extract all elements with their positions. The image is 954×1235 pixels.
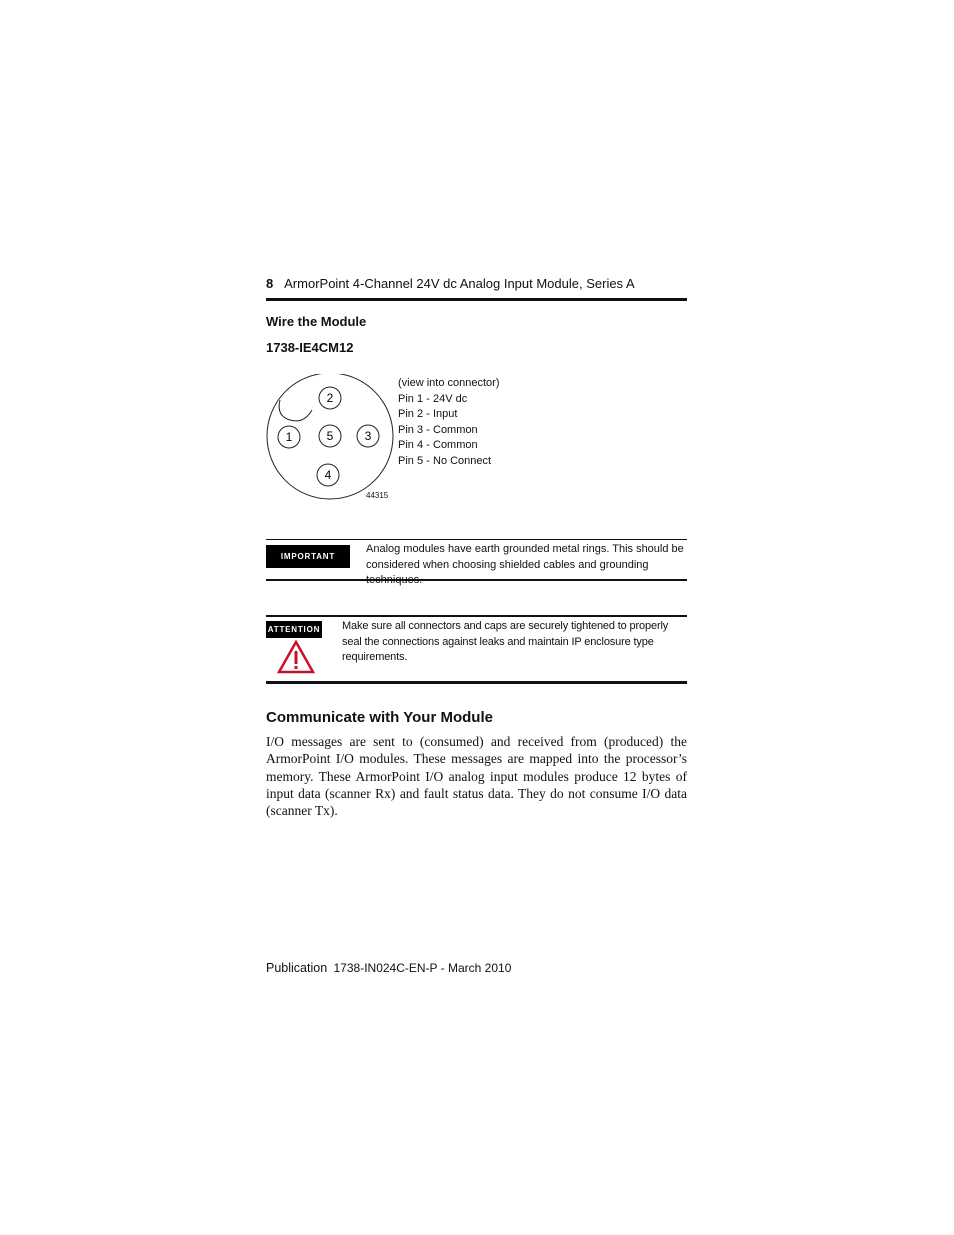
pin-1-label: 1 <box>285 430 293 444</box>
pin-label: Pin 5 - <box>398 454 430 467</box>
important-bottom-rule <box>266 579 687 581</box>
pin-3-label: 3 <box>364 429 372 443</box>
pinout-row <box>398 438 500 454</box>
pin-function: Common <box>433 439 478 452</box>
page-number: 8 <box>266 276 274 291</box>
attention-text: Make sure all connectors and caps are securely tightened to properly seal the connections against leaks and maintain IP enclosure type requirements. <box>342 620 669 664</box>
view-note: (view into connector) <box>398 377 500 389</box>
attention-tag: ATTENTION <box>266 621 322 638</box>
header-rule <box>266 298 687 301</box>
pin-label: Pin 1 - <box>398 392 430 405</box>
pinout-row <box>398 392 500 408</box>
pin-4-label: 4 <box>324 468 332 482</box>
pin-function: Input <box>433 408 458 421</box>
pinout-row <box>398 407 500 423</box>
figure-number: 44315 <box>366 491 389 500</box>
important-text: Analog modules have earth grounded metal rings. This should be considered when choosing shielded cables and grounding <box>366 543 684 571</box>
section-heading-communicate: Communicate with Your Module <box>266 709 493 726</box>
pin-label: Pin 4 - <box>398 439 430 452</box>
pin-label: Pin 3 - <box>398 423 430 436</box>
important-top-rule <box>266 539 687 540</box>
running-header <box>266 276 687 291</box>
connector-key <box>279 400 312 421</box>
publication-number: 1738-IN024C-EN-P - March 2010 <box>333 961 512 975</box>
attention-top-rule <box>266 615 687 617</box>
pin-label: Pin 2 - <box>398 408 430 421</box>
pin-function: Common <box>433 423 478 436</box>
pinout-row <box>398 454 500 470</box>
pinout-legend <box>398 376 500 470</box>
attention-bottom-rule <box>266 681 687 684</box>
communicate-body-text: I/O messages are sent to (consumed) and received from (produced) the ArmorPoint I/O modules. These messages are mapped into the processor’s memory. These ArmorPoint I/O analog input modules produce 12 bytes of input data (scanner Rx) and fault status data. They do not consume I/O data (scanner Tx). <box>266 734 687 819</box>
section-heading-wire: Wire the Module <box>266 314 367 329</box>
model-number-heading: 1738-IE4CM12 <box>266 340 354 355</box>
important-tag: IMPORTANT <box>266 545 350 568</box>
warning-triangle-icon <box>277 640 315 674</box>
running-title: ArmorPoint 4-Channel 24V dc Analog Input Module, Series A <box>284 276 635 291</box>
publication-footer <box>266 961 511 975</box>
pin-function: No Connect <box>433 454 492 467</box>
pinout-row <box>398 423 500 439</box>
publication-label: Publication <box>266 961 328 975</box>
pin-5-label: 5 <box>326 429 334 443</box>
pin-2-label: 2 <box>326 391 334 405</box>
pin-function: 24V dc <box>433 392 468 405</box>
